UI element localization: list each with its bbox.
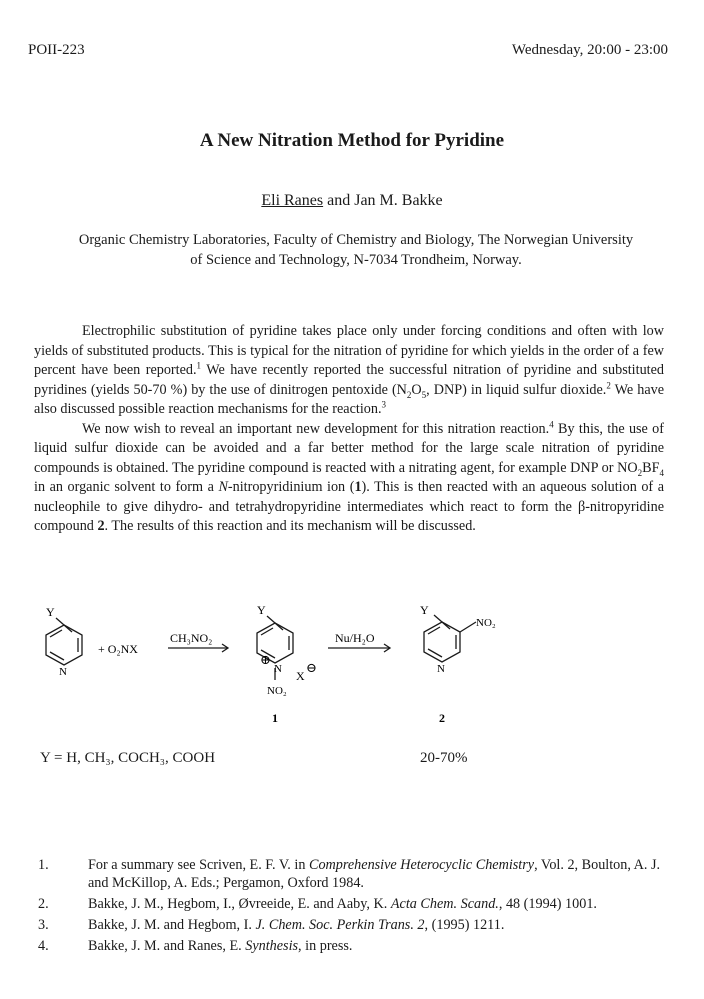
substituent-y-2: Y [257,603,266,617]
author-second: Jan M. Bakke [354,192,443,209]
affiliation-line-2: of Science and Technology, N-7034 Trondheim, Norway. [190,252,522,268]
ref-marker: 4 [549,418,554,429]
positive-charge: ⊕ [260,652,271,667]
substituent-definition: Y = H, CH₃, COCH₃, COOH [40,750,216,766]
session-code: POII-223 [28,42,85,58]
ring-nitrogen-3: N [437,663,445,675]
author-join: and [323,192,355,209]
ref-marker: 3 [381,399,386,410]
affiliation-line-1: Organic Chemistry Laboratories, Faculty of Chemistry and Biology, The Norwegian University [78,232,634,248]
abstract-paragraph-2: We now wish to reveal an important new development for this nitration reaction.$^4$ By this, the use of liquid sulfur dioxide can be avoided and a far better method for the large scale nitration of pyridine compounds is obtained. The pyridine compound is reacted with a nitrating agent, for example DNP or $NO_2BF_4$ in an organic solvent to form a N-nitropyridinium ion (1). This is then reacted with an aqueous solution of a nucleophile to give dihydro- and tetrahydropyridine intermediates which react to form the β-nitropyridine compound 2. The results of this reaction and its mechanism will be discussed. [34,418,665,534]
references [38,856,668,958]
compound-label-2: 2 [439,711,445,725]
affiliation [30,230,682,270]
negative-charge: ⊖ [306,660,317,675]
substituent-y-3: Y [420,603,429,617]
yield-range: 20-70% [420,750,468,766]
counter-ion-x: X [296,669,305,683]
reference-item: 2. Bakke, J. M., Hegbom, I., Øvreeide, E. and Aaby, K. Acta Chem. Scand., 48 (1994) 1001. [38,896,597,912]
reference-item: 1. For a summary see Scriven, E. F. V. in Comprehensive Heterocyclic Chemistry, Vol. 2, Boulton, A. J. and McKillop, A. Eds.; Pergamon, Oxford 1984. [38,857,661,891]
ref-marker: 2 [606,379,611,390]
nitro-group: NO₂ [476,617,496,629]
session-time: Wednesday, 20:00 - 23:00 [511,42,668,58]
abstract [34,322,664,537]
substituent-y-1: Y [46,605,55,619]
ring-nitrogen-2: N [274,663,282,675]
nitrating-agent: + O₂NX [98,642,138,656]
reaction-scheme-svg [30,600,680,750]
reagent-ch3no2: CH₃NO₂ [170,631,213,645]
reagent-nu-water: Nu/H₂O [335,631,375,645]
paper-title: A New Nitration Method for Pyridine [199,130,505,151]
ref-marker: 1 [196,360,202,371]
n-nitro-group: NO₂ [267,685,287,697]
pyridine-ring [46,618,82,665]
compound-label-1: 1 [272,711,278,725]
ring-nitrogen-1: N [59,666,67,678]
author-presenting: Eli Ranes [261,192,324,209]
reference-item: 3. Bakke, J. M. and Hegbom, I. J. Chem. Soc. Perkin Trans. 2, (1995) 1211. [38,917,505,933]
authors [0,192,704,210]
nitropyridine-ring [424,615,476,662]
reference-item: 4. Bakke, J. M. and Ranes, E. Synthesis, in press. [38,938,353,954]
abstract-paragraph-1: Electrophilic substitution of pyridine takes place only under forcing conditions and often with low yields of substituted products. This is typical for the nitration of pyridine for which yields in the order of a few percent have been reported.$^1$ We have recently reported the successful nitration of pyridine and substituted pyridines (yields 50-70 %) by the use of dinitrogen pentoxide ($N_2O_5$, DNP) in liquid sulfur dioxide.$^2$ We have also discussed possible reaction mechanisms for the reaction.$^3$ [34,323,665,417]
